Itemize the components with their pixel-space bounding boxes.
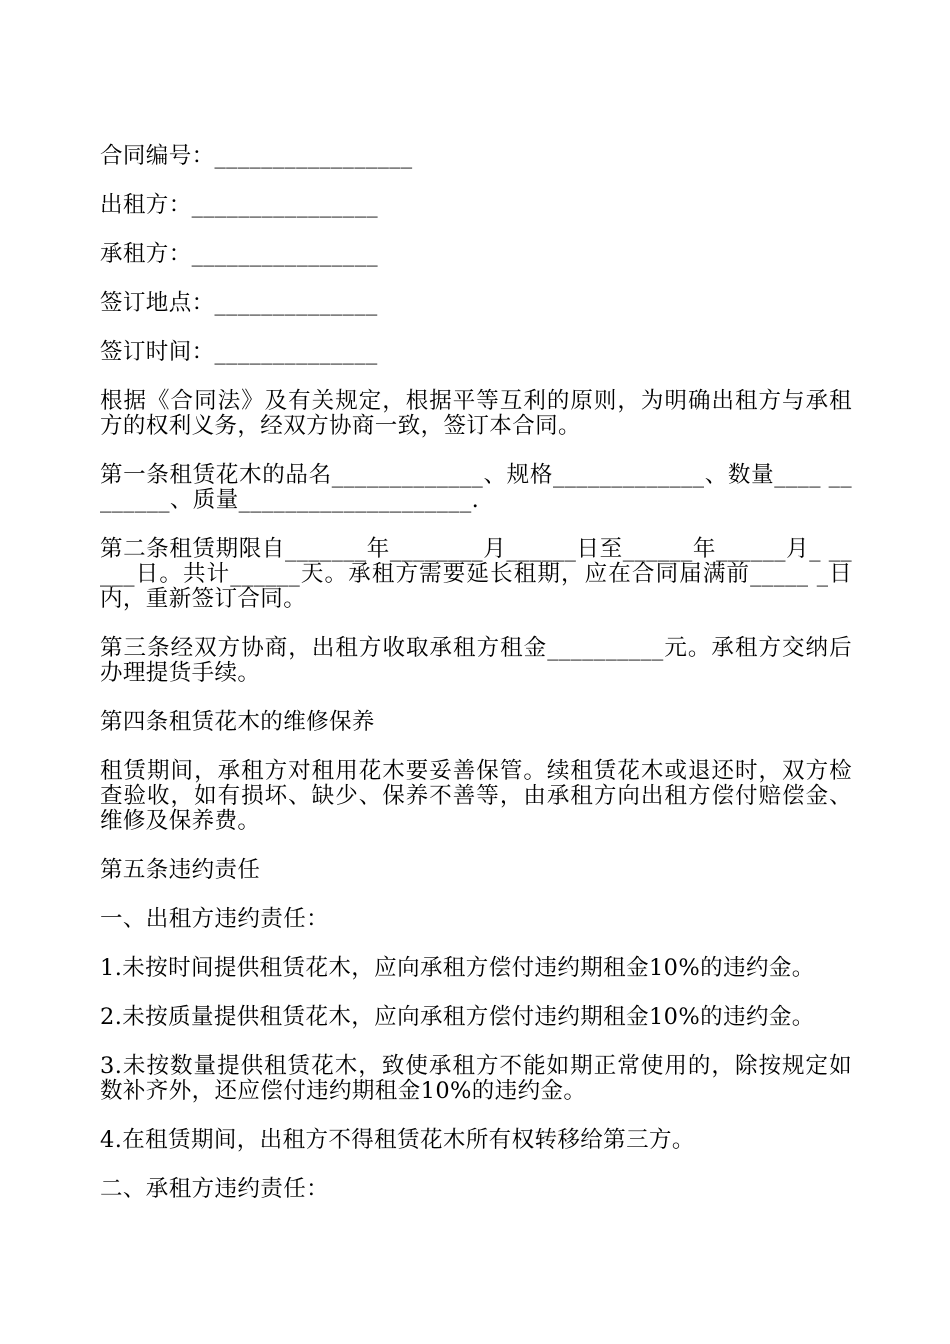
contract-number-field — [100, 144, 852, 169]
field-blank: ________________ — [191, 192, 379, 218]
article-5-heading: 第五条违约责任 — [100, 857, 261, 883]
field-blank: _________________ — [214, 143, 413, 169]
lessee-field — [100, 242, 852, 267]
field-blank: ________________ — [191, 241, 379, 267]
article-4-paragraph: 租赁期间，承租方对租用花木要妥善保管。续租赁花木或退还时，双方检查验收，如有损坏、缺少、保养不善等，由承租方向出租方偿付赔偿金、维修及保养费。 — [100, 758, 852, 834]
preamble-paragraph: 根据《合同法》及有关规定，根据平等互利的原则，为明确出租方与承租方的权利义务，经双方协商一致，签订本合同。 — [100, 388, 852, 439]
lessor-liability-item-3: 3.未按数量提供租赁花木，致使承租方不能如期正常使用的，除按规定如数补齐外，还应偿付违约期租金10%的违约金。 — [100, 1053, 852, 1104]
lessor-liability-item-1: 1.未按时间提供租赁花木，应向承租方偿付违约期租金10%的违约金。 — [100, 955, 815, 981]
contract-document — [100, 144, 852, 1226]
field-blank: ______________ — [214, 290, 378, 316]
field-label: 出租方： — [100, 192, 192, 218]
lessor-field — [100, 193, 852, 218]
lessor-liability-item-4: 4.在租赁期间，出租方不得租赁花木所有权转移给第三方。 — [100, 1127, 695, 1153]
lessee-liability-heading: 二、承租方违约责任： — [100, 1176, 330, 1202]
field-label: 承租方： — [100, 241, 192, 267]
signing-place-field — [100, 291, 852, 316]
article-3-paragraph: 第三条经双方协商，出租方收取承租方租金__________元。承租方交纳后办理提货手续。 — [100, 635, 852, 686]
field-label: 签订时间： — [100, 339, 215, 365]
field-label: 合同编号： — [100, 143, 215, 169]
signing-time-field — [100, 340, 852, 365]
article-2-paragraph: 第二条租赁期限自_______年________月______日至______年______月_ _____日。共计______天。承租方需要延长租期，应在合同届满前_____ _日内，重新签订合同。 — [100, 536, 852, 612]
field-blank: ______________ — [214, 339, 378, 365]
article-1-paragraph: 第一条租赁花木的品名_____________、规格_____________、数量____ ________、质量____________________. — [100, 462, 852, 513]
field-label: 签订地点： — [100, 290, 215, 316]
article-4-heading: 第四条租赁花木的维修保养 — [100, 709, 375, 735]
lessor-liability-item-2: 2.未按质量提供租赁花木，应向承租方偿付违约期租金10%的违约金。 — [100, 1004, 815, 1030]
lessor-liability-heading: 一、出租方违约责任： — [100, 906, 330, 932]
